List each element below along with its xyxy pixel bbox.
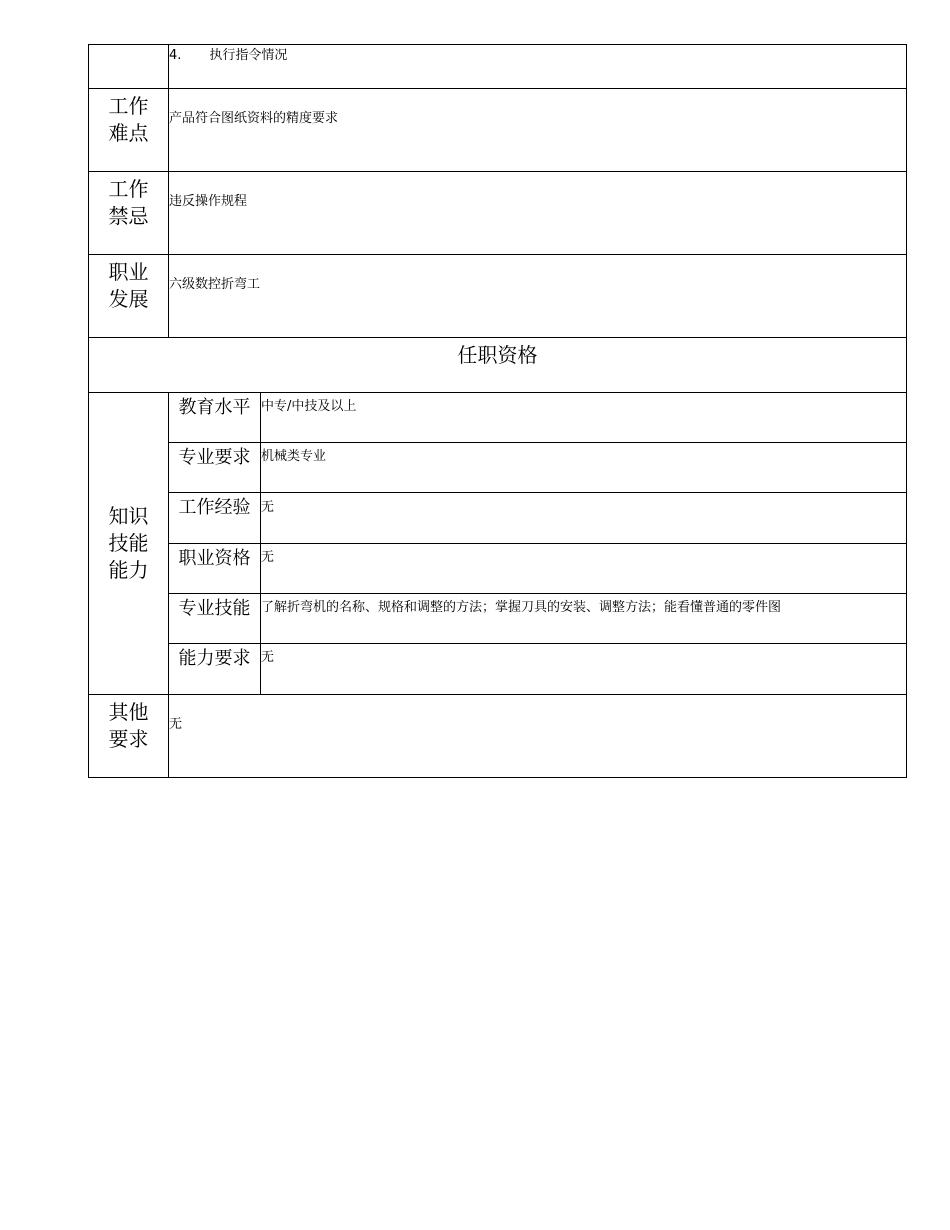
grid-line	[88, 777, 907, 778]
section-title-qualifications: 任职资格	[457, 343, 538, 367]
top-row-content	[169, 47, 905, 87]
qual-label-ability: 能力要求	[178, 648, 251, 669]
qual-label-education: 教育水平	[178, 397, 251, 418]
top-row-text: 执行指令情况	[209, 48, 288, 63]
qual-value-experience: 无	[261, 500, 275, 515]
qual-label-certification: 职业资格	[178, 548, 251, 569]
row-label-text: 工作禁忌	[108, 177, 149, 228]
grid-line	[88, 694, 907, 695]
row-label-career	[89, 255, 168, 317]
row-label-other	[89, 695, 168, 757]
qual-value-major: 机械类专业	[261, 449, 327, 464]
grid-line	[88, 44, 907, 45]
qual-value-education: 中专/中技及以上	[261, 399, 357, 414]
grid-line	[88, 171, 907, 172]
row-content-career: 六级数控折弯工	[169, 277, 261, 292]
grid-line	[906, 44, 907, 778]
grid-line	[168, 543, 907, 544]
group-label-knowledge-skills	[89, 393, 168, 694]
grid-line	[168, 442, 907, 443]
grid-line	[168, 492, 907, 493]
row-content-taboo: 违反操作规程	[169, 194, 248, 209]
top-row-number: 4.	[169, 48, 182, 63]
qual-label-skills: 专业技能	[178, 598, 251, 619]
row-label-taboo	[89, 172, 168, 234]
qual-value-certification: 无	[261, 550, 275, 565]
grid-line	[88, 337, 907, 338]
row-label-text: 工作难点	[108, 94, 149, 145]
grid-line	[88, 88, 907, 89]
qual-label-major: 专业要求	[178, 447, 251, 468]
group-label-text: 知识技能能力	[108, 504, 149, 582]
qual-value-skills: 了解折弯机的名称、规格和调整的方法；掌握刀具的安装、调整方法；能看懂普通的零件图	[261, 600, 782, 615]
qual-label-experience: 工作经验	[178, 497, 251, 518]
qual-value-ability: 无	[261, 650, 275, 665]
row-label-text: 其他要求	[108, 700, 149, 751]
row-label-text: 职业发展	[108, 260, 149, 311]
grid-line	[168, 643, 907, 644]
row-label-difficulty	[89, 89, 168, 151]
grid-line	[88, 254, 907, 255]
row-content-other: 无	[169, 717, 183, 732]
grid-line	[168, 593, 907, 594]
row-content-difficulty: 产品符合图纸资料的精度要求	[169, 111, 339, 126]
